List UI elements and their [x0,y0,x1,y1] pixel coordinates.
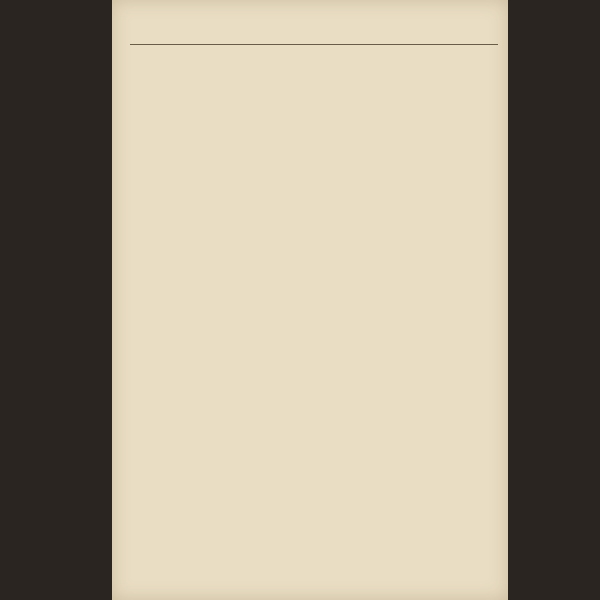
book-page [112,0,508,600]
header-rule [130,44,498,45]
